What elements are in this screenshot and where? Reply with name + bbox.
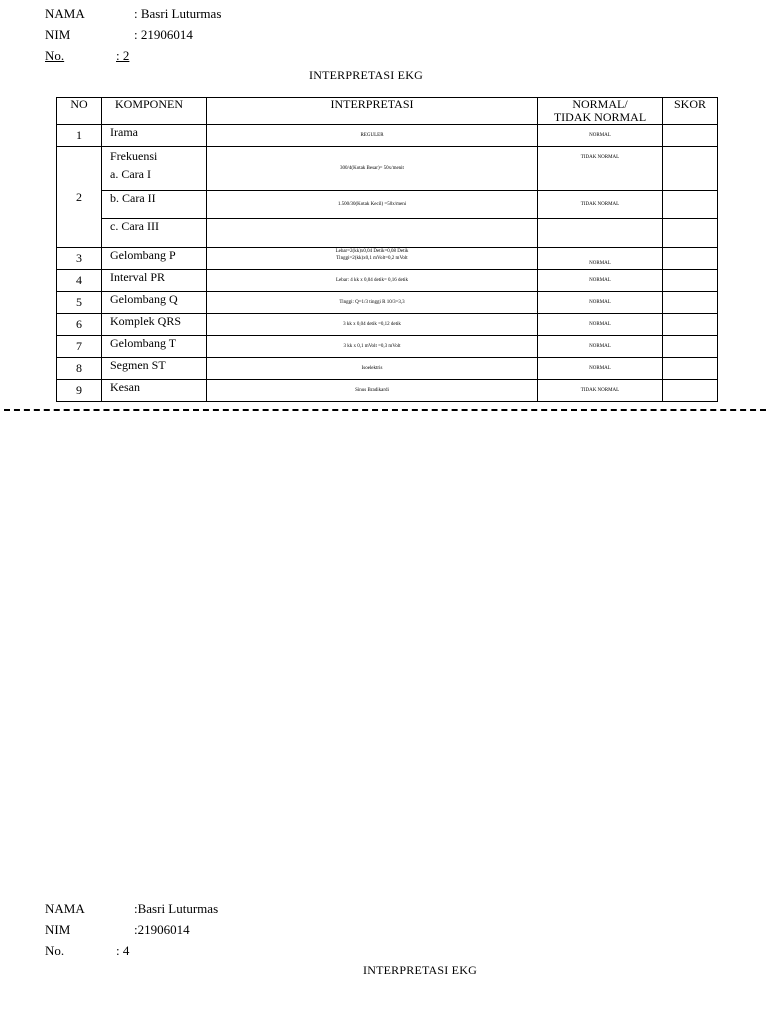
no-label-text: No. — [45, 48, 65, 63]
row-skor — [663, 292, 718, 314]
table-row — [57, 248, 718, 270]
row-no: 6 — [57, 314, 102, 336]
nim-label: NIM — [45, 27, 71, 42]
table-row — [57, 270, 718, 292]
header-skor: SKOR — [663, 98, 718, 125]
table-row — [57, 336, 718, 358]
nama-value: : Basri Luturmas — [134, 6, 222, 21]
row-interpretasi: Isoelektris — [207, 358, 538, 380]
row-no: 9 — [57, 380, 102, 402]
row-no: 3 — [57, 248, 102, 270]
row-interpretasi — [207, 248, 538, 270]
row-komponen — [102, 147, 207, 191]
row-skor — [663, 147, 718, 191]
row-skor — [663, 380, 718, 402]
row-status — [538, 219, 663, 248]
row-no: 5 — [57, 292, 102, 314]
row-komponen-main: Frekuensi — [110, 149, 158, 163]
row-komponen: Interval PR — [102, 270, 207, 292]
page-title: INTERPRETASI EKG — [309, 68, 423, 82]
row-skor — [663, 125, 718, 147]
row-status: TIDAK NORMAL — [538, 147, 663, 191]
row-komponen: Segmen ST — [102, 358, 207, 380]
row-interpretasi — [207, 219, 538, 248]
row-interpretasi: 3 kk x 0,1 mVolt =0,3 mVolt — [207, 336, 538, 358]
table-row — [57, 292, 718, 314]
row-status: NORMAL — [538, 270, 663, 292]
row-no: 1 — [57, 125, 102, 147]
row-interpretasi: 300/4(Kotak Besar)= 50x/menit — [207, 147, 538, 191]
row-skor — [663, 314, 718, 336]
table-row — [57, 219, 718, 248]
row-komponen: Komplek QRS — [102, 314, 207, 336]
row-komponen: c. Cara III — [102, 219, 207, 248]
row-status: NORMAL — [538, 314, 663, 336]
table-row — [57, 125, 718, 147]
table-row — [57, 191, 718, 219]
table-row — [57, 380, 718, 402]
nim-value: : 21906014 — [134, 27, 193, 42]
header-komponen: KOMPONEN — [102, 98, 207, 125]
row-interpretasi-line1: Lebar=2(kk)x0,04 Detik=0,08 Detik — [335, 249, 409, 254]
no-value: : 2 — [116, 48, 130, 63]
row-skor — [663, 248, 718, 270]
row-interpretasi: Sinus Bradikardi — [207, 380, 538, 402]
row-skor — [663, 358, 718, 380]
row-status: NORMAL — [538, 125, 663, 147]
row-komponen: Gelombang Q — [102, 292, 207, 314]
table-row — [57, 314, 718, 336]
row-komponen: Gelombang T — [102, 336, 207, 358]
row-interpretasi: Tinggi: Q=1/3 tinggi R 10/3=3,3 — [207, 292, 538, 314]
row-status: NORMAL — [538, 248, 663, 270]
page-title-bottom: INTERPRETASI EKG — [363, 963, 477, 977]
nama-label: NAMA — [45, 6, 85, 21]
row-interpretasi-line2: Tinggi=2(kk)x0,1 mVolt=0,2 mVolt — [336, 256, 408, 261]
row-no: 8 — [57, 358, 102, 380]
row-komponen: Gelombang P — [102, 248, 207, 270]
row-komponen: Kesan — [102, 380, 207, 402]
table-header-row — [57, 98, 718, 125]
row-status: NORMAL — [538, 336, 663, 358]
row-komponen: Irama — [102, 125, 207, 147]
nim-value: :21906014 — [134, 922, 190, 937]
row-status: TIDAK NORMAL — [538, 380, 663, 402]
nim-label: NIM — [45, 922, 71, 937]
page-cut-divider — [4, 409, 766, 411]
nama-label: NAMA — [45, 901, 85, 916]
header-interpretasi: INTERPRETASI — [207, 98, 538, 125]
table-row — [57, 147, 718, 191]
no-label: No. — [45, 943, 65, 958]
header-normal — [538, 98, 663, 125]
row-no: 2 — [57, 147, 102, 248]
row-interpretasi: Lebar: 4 kk x 0,04 detik= 0,16 detik — [207, 270, 538, 292]
ekg-table — [56, 97, 718, 402]
row-komponen-sub: a. Cara I — [110, 167, 151, 181]
row-status: NORMAL — [538, 358, 663, 380]
row-no: 7 — [57, 336, 102, 358]
row-skor — [663, 191, 718, 219]
row-komponen: b. Cara II — [102, 191, 207, 219]
nama-value: :Basri Luturmas — [134, 901, 219, 916]
header-normal-line2: TIDAK NORMAL — [553, 110, 647, 124]
row-status: TIDAK NORMAL — [538, 191, 663, 219]
row-no: 4 — [57, 270, 102, 292]
student-info-bottom — [45, 901, 345, 959]
row-skor — [663, 219, 718, 248]
row-skor — [663, 270, 718, 292]
row-status: NORMAL — [538, 292, 663, 314]
header-normal-line1: NORMAL/ — [572, 97, 628, 111]
header-no: NO — [57, 98, 102, 125]
row-interpretasi: 1.500/30(Kotak Kecil) =50x/meni — [207, 191, 538, 219]
row-interpretasi: 3 kk x 0,04 detik =0,12 detik — [207, 314, 538, 336]
table-row — [57, 358, 718, 380]
student-info-top — [45, 6, 345, 64]
no-value: : 4 — [116, 943, 130, 958]
row-interpretasi: REGULER — [207, 125, 538, 147]
row-skor — [663, 336, 718, 358]
